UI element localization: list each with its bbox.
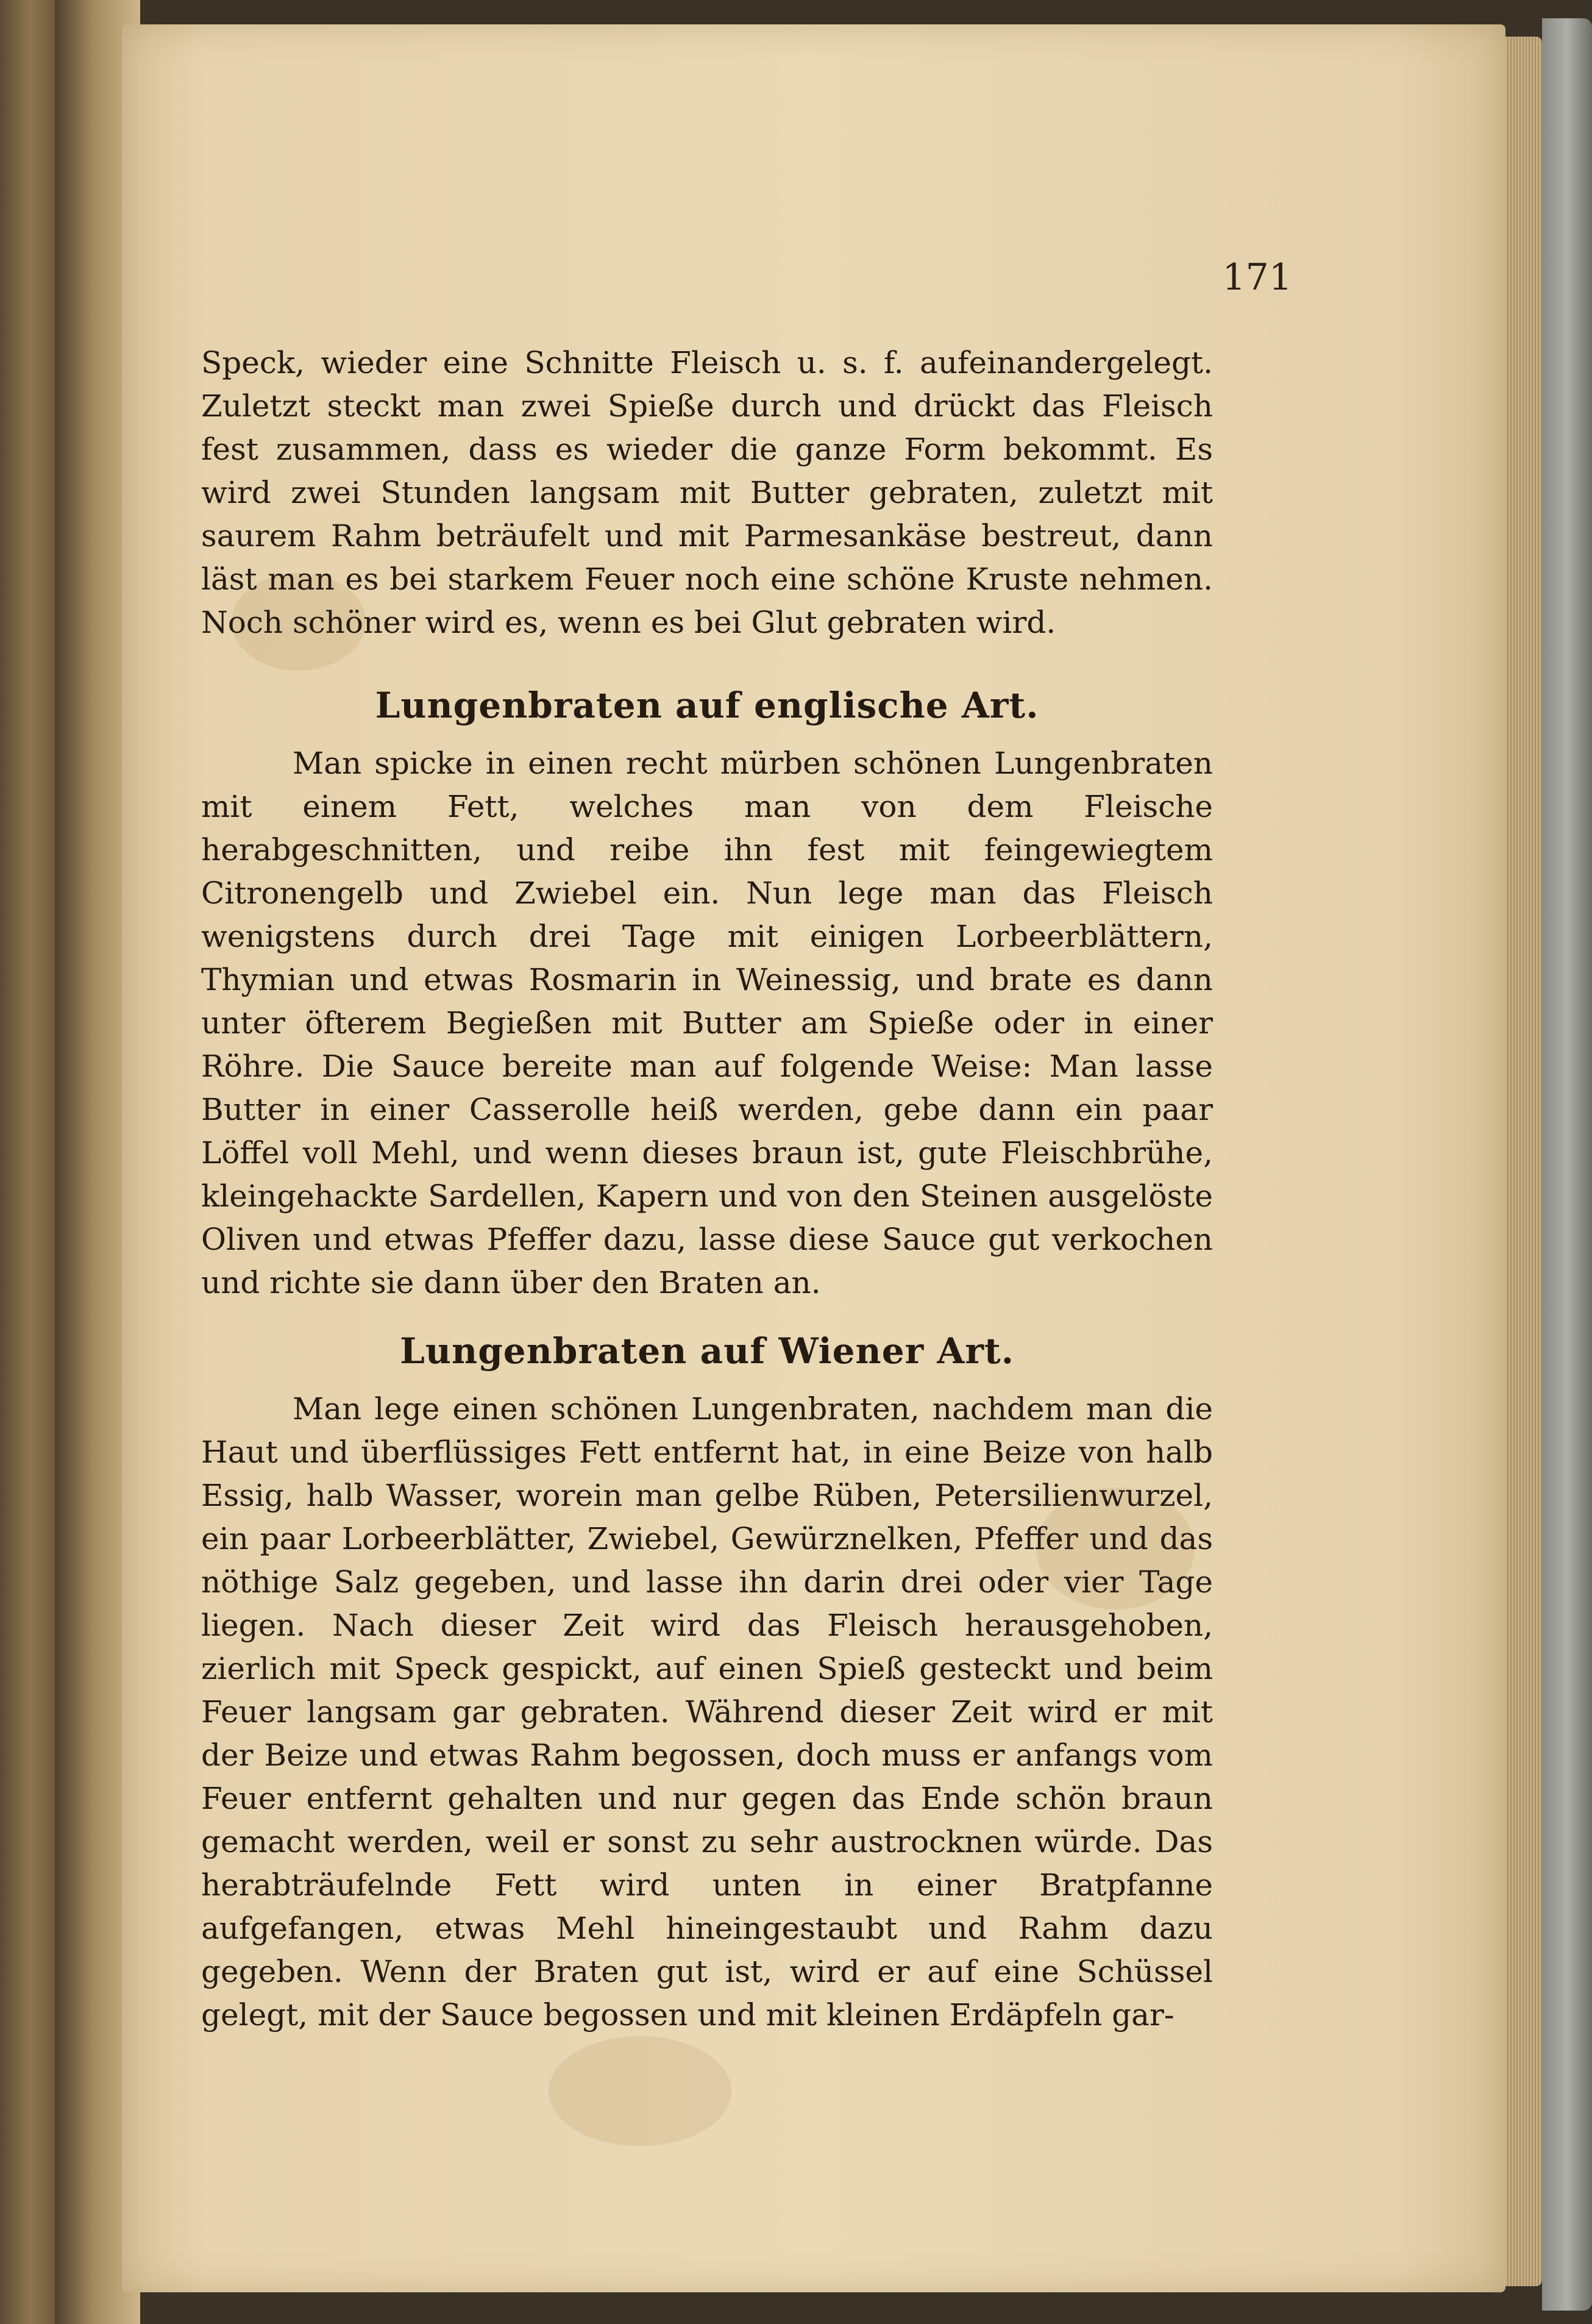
- page-text: [201, 341, 1213, 2037]
- book-cover-edge: [1542, 18, 1592, 2311]
- intro-paragraph: Speck, wieder eine Schnitte Fleisch u. s. f. aufeinandergelegt. Zuletzt steckt man zwei Spieße durch und drückt das Fleisch fest zusammen, dass es wieder die ganze Form bekommt. Es wird zwei Stunden langsam mit Butter gebraten, zuletzt mit saurem Rahm beträufelt und mit Parmesankäse bestreut, dann läst man es bei starkem Feuer noch eine schöne Kruste nehmen. Noch schöner wird es, wenn es bei Glut gebraten wird.: [201, 345, 1213, 640]
- paper-stain: [549, 2036, 731, 2146]
- section-heading-english: Lungenbraten auf englische Art.: [375, 685, 1039, 726]
- section-heading-vienna: Lungenbraten auf Wiener Art.: [400, 1330, 1014, 1372]
- left-page-edge: [0, 0, 55, 2324]
- page-number: 171: [1222, 256, 1292, 299]
- vienna-recipe-paragraph: Man lege einen schönen Lungenbraten, nachdem man die Haut und überflüssiges Fett entfernt hat, in eine Beize von halb Essig, halb Wasser, worein man gelbe Rüben, Petersilienwurzel, ein paar Lorbeerblätter, Zwiebel, Gewürznelken, Pfeffer und das nöthige Salz gegeben, und lasse ihn darin drei oder vier Tage liegen. Nach dieser Zeit wird das Fleisch herausgehoben, zierlich mit Speck gespickt, auf einen Spieß gesteckt und beim Feuer langsam gar gebraten. Während dieser Zeit wird er mit der Beize und etwas Rahm begossen, doch muss er anfangs vom Feuer entfernt gehalten und nur gegen das Ende schön braun gemacht werden, weil er sonst zu sehr austrocknen würde. Das herabträufelnde Fett wird unten in einer Bratpfanne aufgefangen, etwas Mehl hineingestaubt und Rahm dazu gegeben. Wenn der Braten gut ist, wird er auf eine Schüssel gelegt, mit der Sauce begossen und mit kleinen Erdäpfeln gar-: [201, 1391, 1213, 2033]
- page-stack-edge: [1505, 37, 1542, 2286]
- english-recipe-paragraph: Man spicke in einen recht mürben schönen Lungenbraten mit einem Fett, welches man von dem Fleische herabgeschnitten, und reibe ihn fest mit feingewiegtem Citronengelb und Zwiebel ein. Nun lege man das Fleisch wenigstens durch drei Tage mit einigen Lorbeerblättern, Thymian und etwas Rosmarin in Weinessig, und brate es dann unter öfterem Begießen mit Butter am Spieße oder in einer Röhre. Die Sauce bereite man auf folgende Weise: Man lasse Butter in einer Casserolle heiß werden, gebe dann ein paar Löffel voll Mehl, und wenn dieses braun ist, gute Fleischbrühe, kleingehackte Sardellen, Kapern und von den Steinen ausgelöste Oliven und etwas Pfeffer dazu, lasse diese Sauce gut verkochen und richte sie dann über den Braten an.: [201, 746, 1213, 1300]
